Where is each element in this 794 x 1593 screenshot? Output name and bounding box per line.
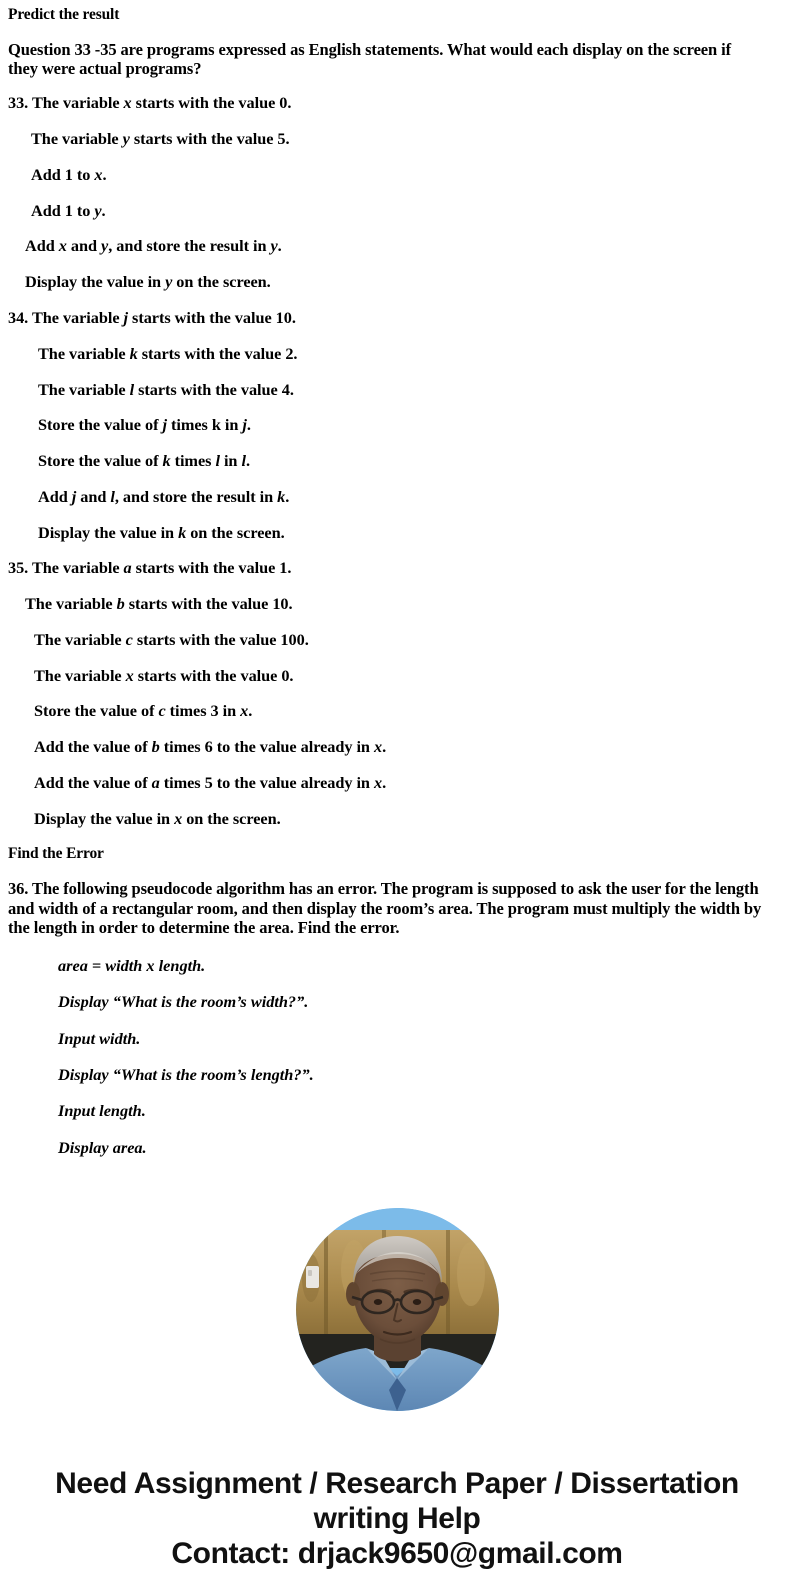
q35-line-4 [8, 667, 784, 684]
q35-line-5-var-1: c [158, 701, 166, 721]
q33-line-6 [8, 273, 784, 290]
q36-pseudo-line-5: Input length. [58, 1101, 146, 1121]
q33-line-5-var-2: y [101, 236, 109, 256]
q35-line-4-text-a: The variable [34, 665, 126, 685]
q34-line-5 [8, 452, 784, 469]
q35-line-6-var-1: b [151, 737, 160, 757]
q34-line-2 [8, 345, 784, 362]
q34-line-7-text-b: on the screen. [186, 522, 285, 542]
q34-line-4-text-c: in [220, 415, 243, 435]
q35-line-6 [8, 738, 784, 755]
question-35-block [8, 559, 784, 827]
q35-line-5-text-c: . [248, 701, 253, 721]
q34-line-5-var-2: l [215, 451, 220, 471]
q35-line-1-text-a: The variable [31, 558, 124, 578]
q33-line-5-text-c: , and store the result in [108, 236, 271, 256]
q33-line-5-text-b: and [66, 236, 101, 256]
q33-line-6-text-a: Display the value in [25, 272, 166, 292]
q34-line-7-var: k [178, 522, 187, 542]
q34-line-6-var-2: l [110, 486, 115, 506]
q35-line-2-text-b: starts with the value 10. [124, 594, 293, 614]
section-heading-predict-the-result: Predict the result [8, 6, 120, 23]
q35-line-4-text-b: starts with the value 0. [133, 665, 294, 685]
q35-line-3-text-b: starts with the value 100. [132, 629, 309, 649]
q36-pseudocode-block [8, 957, 784, 1156]
q33-line-1-text-b: starts with the value 0. [131, 93, 292, 113]
q35-line-6-text-b: times 6 to the value already in [159, 737, 374, 757]
q33-line-1-text-a: The variable [31, 93, 124, 113]
q35-line-3-var: c [125, 629, 133, 649]
question-33-block [8, 94, 784, 290]
q35-line-4-var: x [125, 665, 134, 685]
q35-line-7-var-1: a [151, 772, 160, 792]
q33-line-2-var: y [122, 129, 130, 149]
q35-line-3-text-a: The variable [34, 629, 126, 649]
q33-line-5-text-a: Add [25, 236, 59, 256]
q33-line-1-var: x [123, 93, 132, 113]
q33-line-3-text-a: Add 1 to [31, 164, 95, 184]
q34-line-4-var-1: j [162, 415, 167, 435]
q33-line-3 [8, 166, 784, 183]
q35-line-5-text-b: times 3 in [165, 701, 241, 721]
footer-line-3-contact-email: Contact: drjack9650@gmail.com [171, 1536, 623, 1570]
q35-line-7-var-2: x [373, 772, 383, 792]
q34-line-5-var-3: l [241, 451, 246, 471]
q34-line-5-text-b: times [170, 451, 216, 471]
q36-pseudo-line-4: Display “What is the room’s length?”. [58, 1064, 314, 1084]
q35-line-2 [8, 595, 784, 612]
q35-line-6-text-a: Add the value of [34, 737, 152, 757]
q35-line-1 [8, 559, 784, 576]
q36-pseudo-line-2: Display “What is the room’s width?”. [58, 992, 309, 1012]
q33-number: 33. [8, 93, 29, 113]
q34-line-3-text-a: The variable [38, 379, 130, 399]
q35-line-7-text-b: times 5 to the value already in [159, 772, 374, 792]
q35-line-3 [8, 631, 784, 648]
q35-number: 35. [8, 558, 29, 578]
q33-line-3-text-b: . [102, 164, 107, 184]
q35-line-2-text-a: The variable [25, 594, 117, 614]
intro-paragraph: Question 33 -35 are programs expressed as English statements. What would each display on the screen if they were actual programs? [8, 39, 732, 79]
q33-line-6-var: y [165, 272, 173, 292]
q33-line-5 [8, 237, 784, 254]
q33-line-2-text-b: starts with the value 5. [129, 129, 290, 149]
q35-line-8 [8, 810, 784, 827]
q33-line-6-text-b: on the screen. [172, 272, 271, 292]
q34-line-6 [8, 488, 784, 505]
q34-line-3 [8, 381, 784, 398]
q33-line-2 [8, 130, 784, 147]
q36-pseudo-line-3: Input width. [58, 1028, 141, 1048]
q34-line-4-text-d: . [246, 415, 251, 435]
q34-line-6-text-d: . [285, 486, 290, 506]
q34-line-3-var: l [129, 379, 135, 399]
q33-line-5-text-d: . [277, 236, 282, 256]
q34-line-6-text-c: , and store the result in [114, 486, 278, 506]
q33-line-2-text-a: The variable [31, 129, 123, 149]
q34-line-1-text-a: The variable [31, 308, 124, 327]
q34-line-1-var: j [123, 308, 129, 327]
question-34-block [8, 309, 784, 541]
q34-line-6-var-1: j [71, 486, 77, 506]
avatar-photo-illustration [296, 1208, 499, 1411]
q34-line-2-text-a: The variable [38, 343, 130, 363]
question-36-block [8, 879, 784, 1155]
q35-line-6-var-2: x [373, 737, 383, 757]
q34-line-1 [8, 309, 784, 326]
q34-line-7 [8, 524, 784, 541]
q34-line-4-text-b: times [166, 415, 212, 435]
q35-line-1-text-b: starts with the value 1. [131, 558, 292, 578]
q35-line-5-var-2: x [240, 701, 249, 721]
q34-line-4-var-3: j [242, 415, 247, 435]
q35-line-7-text-c: . [382, 772, 387, 792]
q35-line-2-var: b [116, 594, 125, 614]
q33-line-5-var-3: y [270, 236, 278, 256]
q34-line-1-text-b: starts with the value 10. [128, 308, 296, 327]
q34-line-5-var-1: k [162, 451, 171, 471]
q35-line-7 [8, 774, 784, 791]
avatar-container [0, 1208, 794, 1411]
q34-line-2-text-b: starts with the value 2. [137, 343, 298, 363]
footer-line-1: Need Assignment / Research Paper / Dissertation [55, 1466, 739, 1500]
q33-line-4 [8, 202, 784, 219]
q35-line-6-text-c: . [382, 737, 387, 757]
q34-number: 34. [8, 308, 29, 327]
q34-line-4 [8, 416, 784, 433]
q35-line-8-text-a: Display the value in [34, 808, 175, 828]
footer-line-2: writing Help [313, 1501, 481, 1535]
avatar [296, 1208, 499, 1411]
q33-line-3-var: x [94, 164, 103, 184]
q35-line-7-text-a: Add the value of [34, 772, 152, 792]
q34-line-7-text-a: Display the value in [38, 522, 179, 542]
q35-line-8-var: x [174, 808, 183, 828]
q33-line-4-text-b: . [101, 200, 106, 220]
q35-line-1-var: a [123, 558, 132, 578]
q34-line-6-text-b: and [76, 486, 111, 506]
q34-line-4-var-2: k [211, 415, 221, 435]
q36-intro-paragraph: 36. The following pseudocode algorithm has an error. The program is supposed to ask the user for the length and width of a rectangular room, and then display the room’s area. The program must multiply the width by the length in order to determine the area. Find the error. [8, 879, 762, 937]
q34-line-5-text-c: in [219, 451, 242, 471]
q34-line-6-var-3: k [277, 486, 286, 506]
q35-line-8-text-b: on the screen. [182, 808, 281, 828]
q34-line-4-text-a: Store the value of [38, 415, 163, 435]
q34-line-5-text-a: Store the value of [38, 451, 163, 471]
q36-pseudo-line-1: area = width x length. [58, 956, 206, 976]
q35-line-5 [8, 702, 784, 719]
q34-line-6-text-a: Add [38, 486, 72, 506]
footer-contact-banner [0, 1466, 794, 1593]
q34-line-2-var: k [129, 343, 138, 363]
q33-line-4-var: y [94, 200, 102, 220]
section-heading-find-the-error: Find the Error [8, 845, 104, 863]
q35-line-5-text-a: Store the value of [34, 701, 159, 721]
q34-line-5-text-d: . [245, 451, 250, 471]
q36-pseudo-line-6: Display area. [58, 1137, 147, 1157]
q33-line-4-text-a: Add 1 to [31, 200, 95, 220]
q33-line-5-var-1: x [58, 236, 67, 256]
q33-line-1 [8, 94, 784, 111]
q34-line-3-text-b: starts with the value 4. [134, 379, 294, 399]
